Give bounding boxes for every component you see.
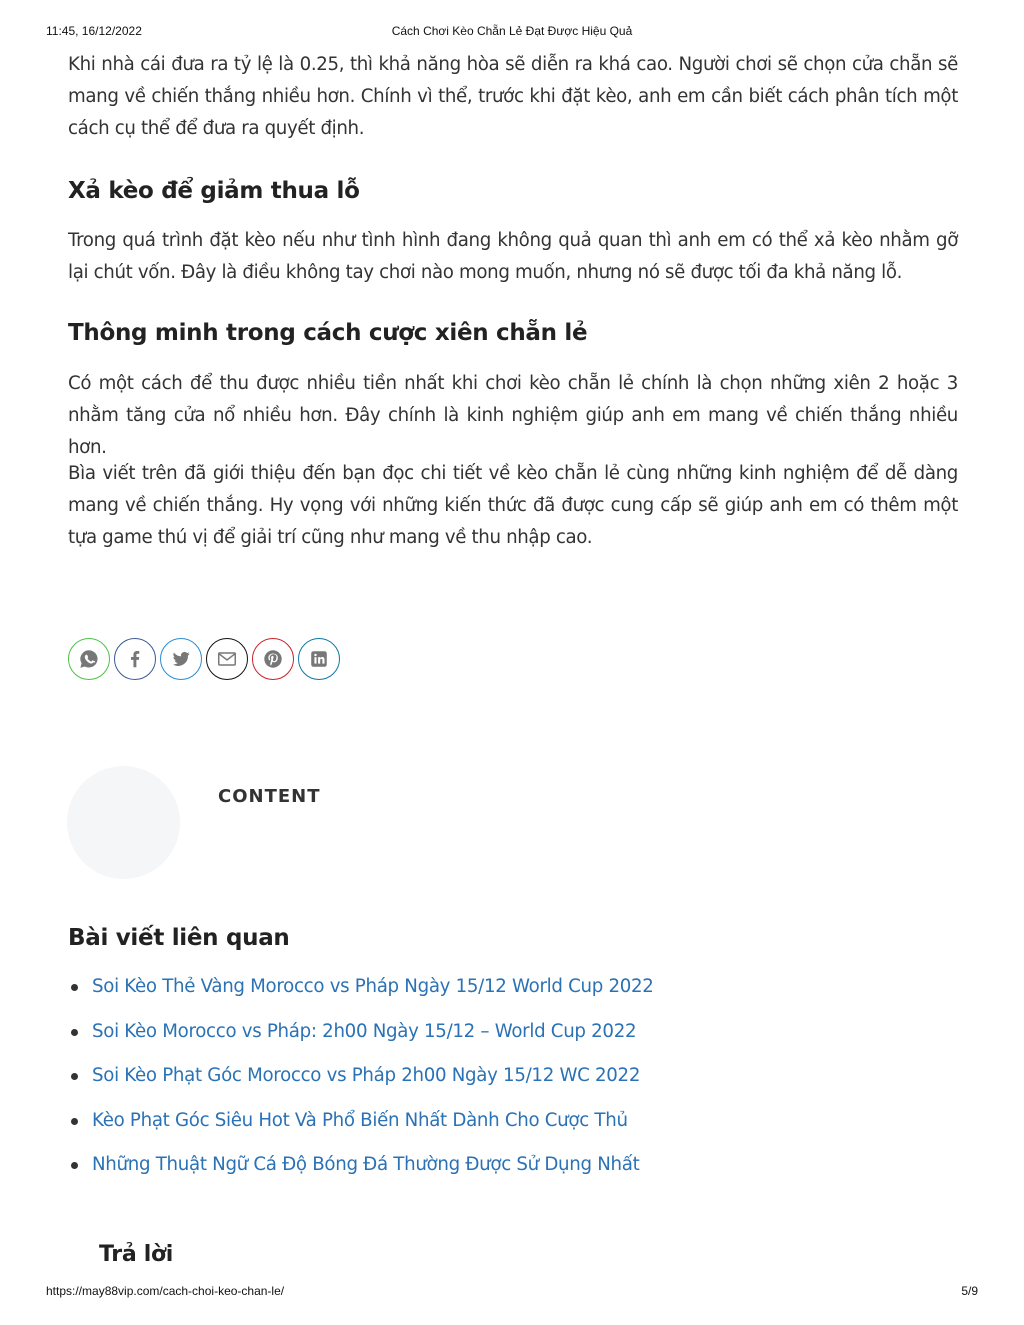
related-posts-title: Bài viết liên quan [68,925,290,951]
print-header [46,24,978,40]
section-heading: Thông minh trong cách cược xiên chẵn lẻ [68,320,588,346]
bullet [71,1118,78,1125]
author-name: CONTENT [218,786,321,807]
share-facebook-button[interactable] [114,638,156,680]
share-linkedin-button[interactable] [298,638,340,680]
related-post-link[interactable]: Soi Kèo Thẻ Vàng Morocco vs Pháp Ngày 15/12 World Cup 2022 [92,976,654,997]
list-item [68,972,654,1017]
print-page-number: 5/9 [961,1284,978,1298]
related-post-link[interactable]: Soi Kèo Phạt Góc Morocco vs Pháp 2h00 Ngày 15/12 WC 2022 [92,1065,641,1086]
email-icon [216,648,238,670]
list-item [68,1017,654,1062]
share-pinterest-button[interactable] [252,638,294,680]
section-heading: Xả kèo để giảm thua lỗ [68,178,360,204]
print-url: https://may88vip.com/cach-choi-keo-chan-le/ [46,1284,285,1298]
reply-heading: Trả lời [99,1242,174,1267]
share-whatsapp-button[interactable] [68,638,110,680]
share-email-button[interactable] [206,638,248,680]
author-avatar [67,766,180,879]
bullet [71,1073,78,1080]
list-item [68,1106,654,1151]
print-page-title: Cách Chơi Kèo Chẵn Lẻ Đạt Được Hiệu Quả [391,24,633,38]
bullet [71,984,78,991]
linkedin-icon [308,648,330,670]
article-paragraph: Bìa viết trên đã giới thiệu đến bạn đọc chi tiết về kèo chẵn lẻ cùng những kinh nghiệm để dễ dàng mang về chiến thắng. Hy vọng với những kiến thức đã được cung cấp sẽ giúp anh em có thêm một tựa game thú vị để giải trí cũng như mang về thu nhập cao. [68,463,958,548]
article-paragraph: Trong quá trình đặt kèo nếu như tình hình đang không quả quan thì anh em có thể xả kèo nhằm gỡ lại chút vốn. Đây là điều không tay chơi nào mong muốn, nhưng nó sẽ được tối đa khả năng lỗ. [68,230,958,283]
bullet [71,1162,78,1169]
facebook-icon [124,648,146,670]
share-buttons [68,638,340,680]
article-paragraph: Khi nhà cái đưa ra tỷ lệ là 0.25, thì khả năng hòa sẽ diễn ra khá cao. Người chơi sẽ chọn cửa chẵn sẽ mang về chiến thắng nhiều hơn. Chính vì thể, trước khi đặt kèo, anh em cần biết cách phân tích một cách cụ thể để đưa ra quyết định. [68,54,958,139]
print-datetime: 11:45, 16/12/2022 [46,24,142,38]
print-footer [46,1284,978,1300]
article-paragraph: Có một cách để thu được nhiều tiền nhất khi chơi kèo chẵn lẻ chính là chọn những xiên 2 hoặc 3 nhằm tăng cửa nổ nhiều hơn. Đây chính là kinh nghiệm giúp anh em mang về chiến thắng nhiều hơn. [68,373,958,458]
list-item [68,1150,654,1195]
list-item [68,1061,654,1106]
related-post-link[interactable]: Soi Kèo Morocco vs Pháp: 2h00 Ngày 15/12 – World Cup 2022 [92,1020,637,1042]
related-post-link[interactable]: Kèo Phạt Góc Siêu Hot Và Phổ Biến Nhất Dành Cho Cược Thủ [92,1109,628,1131]
bullet [71,1029,78,1036]
whatsapp-icon [78,648,100,670]
twitter-icon [170,648,192,670]
pinterest-icon [262,648,284,670]
related-post-link[interactable]: Những Thuật Ngữ Cá Độ Bóng Đá Thường Được Sử Dụng Nhất [92,1154,640,1175]
share-twitter-button[interactable] [160,638,202,680]
related-posts-list [68,972,654,1195]
